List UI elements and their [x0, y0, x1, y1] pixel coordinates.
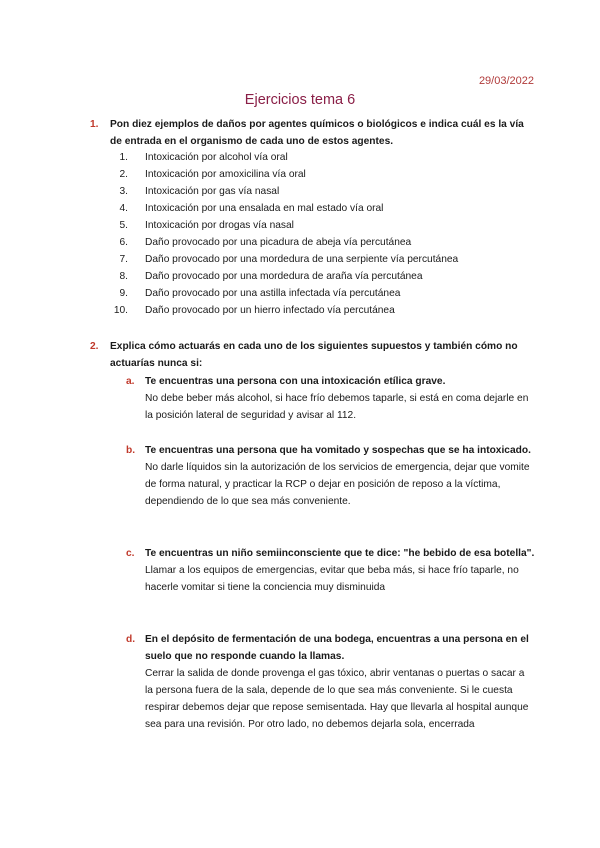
case-c-letter: c. [126, 548, 135, 559]
case-d-letter: d. [126, 634, 136, 645]
case-c-heading: Te encuentras un niño semiinconsciente que te dice: "he bebido de esa botella". [145, 548, 535, 559]
case-a-answer: No debe beber más alcohol, si hace frío debemos taparle, si está en coma dejarle en la posición lateral de seguridad y avisar al 112. [145, 393, 529, 421]
list-item-number: 10. [113, 305, 128, 316]
list-item-text: Daño provocado por una mordedura de araña vía percutánea [145, 271, 423, 282]
list-item-text: Intoxicación por drogas vía nasal [145, 220, 294, 231]
case-b-heading: Te encuentras una persona que ha vomitado y sospechas que se ha intoxicado. [145, 445, 531, 456]
list-item-number: 8. [119, 271, 128, 282]
question-1-number: 1. [90, 119, 99, 130]
list-item-number: 6. [119, 237, 128, 248]
list-item-text: Daño provocado por una mordedura de una serpiente vía percutánea [145, 254, 459, 265]
case-d-answer: Cerrar la salida de donde provenga el gas tóxico, abrir ventanas o puertas o sacar a la persona fuera de la sala, depende de lo que sea más conveniente. Si le cuesta respirar debemos dejar que repose semisentada. Hay que llevarla al hospital aunque sea para una revisión. Por otro lado, no debemos dejarla sola, encerrada [145, 668, 529, 730]
document-title: Ejercicios tema 6 [244, 92, 356, 108]
list-item-number: 2. [119, 169, 128, 180]
case-b-answer: No darle líquidos sin la autorización de los servicios de emergencia, dejar que vomite de forma natural, y practicar la RCP o dejar en posición de reposo a la víctima, dependiendo de lo que sea más conveniente. [145, 462, 530, 507]
list-item-number: 9. [119, 288, 128, 299]
case-d-heading: En el depósito de fermentación de una bodega, encuentras a una persona en el suelo que no responde cuando la llamas. [145, 634, 529, 662]
case-c-answer: Llamar a los equipos de emergencias, evitar que beba más, si hace frío taparle, no hacerle vomitar si tiene la conciencia muy disminuida [145, 565, 519, 593]
case-b-letter: b. [126, 445, 136, 456]
case-a-heading: Te encuentras una persona con una intoxicación etílica grave. [145, 376, 446, 387]
document-date: 29/03/2022 [478, 75, 534, 87]
case-c [126, 545, 535, 596]
question-2 [90, 338, 528, 372]
list-item-number: 4. [119, 203, 128, 214]
case-a [126, 373, 535, 424]
list-item-text: Intoxicación por una ensalada en mal estado vía oral [145, 203, 384, 214]
list-item-text: Daño provocado por una picadura de abeja vía percutánea [145, 237, 412, 248]
list-item-number: 5. [119, 220, 128, 231]
question-1 [90, 116, 528, 150]
question-2-text: Explica cómo actuarás en cada uno de los siguientes supuestos y también cómo no actuarías nunca si: [110, 341, 518, 369]
question-1-text: Pon diez ejemplos de daños por agentes químicos o biológicos e indica cuál es la vía de entrada en el organismo de cada uno de estos agentes. [110, 119, 524, 147]
list-item-text: Intoxicación por gas vía nasal [145, 186, 280, 197]
case-d [126, 631, 535, 733]
question-2-number: 2. [90, 341, 99, 352]
list-item-text: Intoxicación por amoxicilina vía oral [145, 169, 306, 180]
list-item-text: Daño provocado por una astilla infectada vía percutánea [145, 288, 401, 299]
list-item-number: 1. [119, 152, 128, 163]
case-b [126, 442, 535, 510]
list-item-number: 3. [119, 186, 128, 197]
case-a-letter: a. [126, 376, 135, 387]
list-item-text: Intoxicación por alcohol vía oral [145, 152, 288, 163]
list-item-text: Daño provocado por un hierro infectado vía percutánea [145, 305, 395, 316]
list-item-number: 7. [119, 254, 128, 265]
